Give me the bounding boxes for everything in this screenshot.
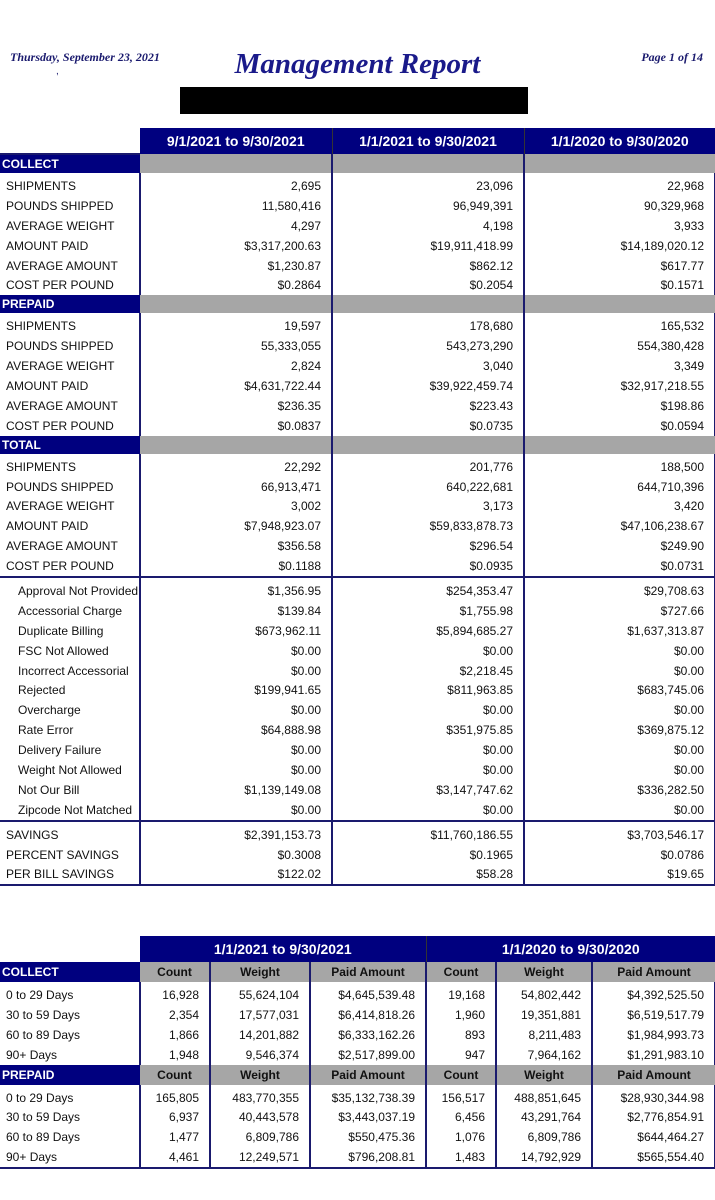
aging-value: $3,443,037.19 (310, 1107, 426, 1127)
section-header-row (0, 154, 715, 173)
aging-value: 7,964,162 (496, 1045, 592, 1065)
row-label: COST PER POUND (6, 559, 114, 574)
reason-row (0, 740, 715, 760)
table-row (0, 536, 715, 556)
period-header-3: 1/1/2020 to 9/30/2020 (524, 128, 715, 154)
summary-corner (0, 128, 140, 154)
reason-value: $0.00 (524, 700, 715, 720)
aging-value: $796,208.81 (310, 1147, 426, 1168)
table-row (0, 396, 715, 416)
reason-value: $0.00 (524, 760, 715, 780)
reason-value: $0.00 (332, 700, 524, 720)
reason-value: $727.66 (524, 601, 715, 621)
row-value: 644,710,396 (524, 477, 715, 497)
savings-label: PERCENT SAVINGS (6, 847, 119, 862)
row-value: $862.12 (332, 256, 524, 276)
row-value: 3,933 (524, 216, 715, 236)
reason-value: $351,975.85 (332, 720, 524, 740)
savings-label: SAVINGS (0, 821, 140, 845)
row-value: $19,911,418.99 (332, 236, 524, 256)
aging-row (0, 982, 715, 1005)
date-mark: , (56, 66, 59, 77)
aging-column-header: Weight (210, 1065, 310, 1085)
savings-value: $58.28 (332, 865, 524, 886)
page-number: Page 1 of 14 (641, 50, 703, 64)
table-row (0, 313, 715, 336)
aging-row-label: 0 to 29 Days (6, 1090, 74, 1105)
aging-value: 6,937 (140, 1107, 210, 1127)
reason-value: $1,139,149.08 (140, 780, 332, 800)
aging-value: $28,930,344.98 (592, 1085, 715, 1108)
row-value: 11,580,416 (140, 196, 332, 216)
aging-value: 483,770,355 (210, 1085, 310, 1108)
aging-value: 54,802,442 (496, 982, 592, 1005)
aging-value: 6,809,786 (210, 1127, 310, 1147)
section-bar (524, 436, 715, 454)
reason-value: $5,894,685.27 (332, 621, 524, 641)
row-label: COST PER POUND (6, 278, 114, 293)
row-value: 23,096 (332, 173, 524, 196)
aging-value: 947 (426, 1045, 496, 1065)
aging-value: 1,960 (426, 1005, 496, 1025)
aging-value: 1,483 (426, 1147, 496, 1168)
savings-value: $11,760,186.55 (332, 821, 524, 845)
aging-value: 1,076 (426, 1127, 496, 1147)
aging-value: 2,354 (140, 1005, 210, 1025)
row-value: $0.1188 (140, 556, 332, 577)
aging-value: $35,132,738.39 (310, 1085, 426, 1108)
aging-value: 40,443,578 (210, 1107, 310, 1127)
row-value: $0.2864 (140, 275, 332, 295)
aging-value: 893 (426, 1025, 496, 1045)
aging-value: 6,456 (426, 1107, 496, 1127)
reason-value: $369,875.12 (524, 720, 715, 740)
row-value: $249.90 (524, 536, 715, 556)
aging-row-label: 60 to 89 Days (6, 1027, 81, 1042)
aging-value: $6,333,162.26 (310, 1025, 426, 1045)
savings-row (0, 821, 715, 845)
aging-value: 6,809,786 (496, 1127, 592, 1147)
savings-value: $0.0786 (524, 845, 715, 865)
reason-row (0, 577, 715, 601)
row-label: COST PER POUND (6, 418, 114, 433)
period-header-2: 1/1/2021 to 9/30/2021 (332, 128, 524, 154)
section-label: TOTAL (0, 436, 140, 454)
aging-value: 17,577,031 (210, 1005, 310, 1025)
row-value: 4,297 (140, 216, 332, 236)
row-value: 19,597 (140, 313, 332, 336)
aging-section-header-row (0, 1065, 715, 1085)
table-row (0, 477, 715, 497)
aging-row (0, 1127, 715, 1147)
reason-value: $0.00 (140, 700, 332, 720)
row-value: $0.0731 (524, 556, 715, 577)
row-value: 3,040 (332, 356, 524, 376)
row-value: 201,776 (332, 454, 524, 477)
aging-value: $4,392,525.50 (592, 982, 715, 1005)
table-row (0, 356, 715, 376)
reason-value: $0.00 (524, 740, 715, 760)
aging-value: 1,866 (140, 1025, 210, 1045)
reason-value: $139.84 (140, 601, 332, 621)
reason-value: $64,888.98 (140, 720, 332, 740)
summary-table (0, 128, 715, 886)
section-bar (524, 295, 715, 313)
aging-value: $2,776,854.91 (592, 1107, 715, 1127)
row-label: POUNDS SHIPPED (6, 479, 114, 494)
reason-value: $0.00 (140, 800, 332, 821)
row-label: SHIPMENTS (6, 319, 77, 334)
savings-value: $0.1965 (332, 845, 524, 865)
aging-column-header: Count (140, 962, 210, 982)
savings-value: $122.02 (140, 865, 332, 886)
section-label: COLLECT (0, 154, 140, 173)
reason-label: Rejected (18, 683, 66, 698)
reason-label: Incorrect Accessorial (18, 663, 129, 678)
table-row (0, 256, 715, 276)
row-label: POUNDS SHIPPED (6, 198, 114, 213)
reason-value: $2,218.45 (332, 661, 524, 681)
reason-label: Overcharge (18, 703, 81, 718)
table-row (0, 376, 715, 396)
aging-column-header: Paid Amount (310, 1065, 426, 1085)
reason-value: $1,637,313.87 (524, 621, 715, 641)
row-value: 22,292 (140, 454, 332, 477)
reason-row (0, 780, 715, 800)
section-bar (140, 154, 332, 173)
reason-value: $0.00 (140, 740, 332, 760)
reason-value: $336,282.50 (524, 780, 715, 800)
aging-row (0, 1045, 715, 1065)
period-header-1: 9/1/2021 to 9/30/2021 (140, 128, 332, 154)
row-value: $296.54 (332, 536, 524, 556)
row-value: 543,273,290 (332, 336, 524, 356)
reason-value: $811,963.85 (332, 680, 524, 700)
row-value: $0.1571 (524, 275, 715, 295)
aging-value: 9,546,374 (210, 1045, 310, 1065)
row-value: $0.2054 (332, 275, 524, 295)
row-value: 4,198 (332, 216, 524, 236)
savings-value: $0.3008 (140, 845, 332, 865)
row-label: SHIPMENTS (6, 459, 77, 474)
section-bar (524, 154, 715, 173)
reason-label: Accessorial Charge (18, 603, 123, 618)
aging-column-header: Paid Amount (310, 962, 426, 982)
table-row (0, 416, 715, 436)
row-value: 22,968 (524, 173, 715, 196)
row-value: $356.58 (140, 536, 332, 556)
aging-row (0, 1085, 715, 1108)
report-title: Management Report (234, 48, 481, 80)
row-value: 178,680 (332, 313, 524, 336)
aging-value: 488,851,645 (496, 1085, 592, 1108)
row-value: $7,948,923.07 (140, 516, 332, 536)
savings-value: $3,703,546.17 (524, 821, 715, 845)
row-value: $39,922,459.74 (332, 376, 524, 396)
reason-value: $3,147,747.62 (332, 780, 524, 800)
row-value: $3,317,200.63 (140, 236, 332, 256)
aging-section-label: COLLECT (0, 962, 140, 982)
savings-value: $19.65 (524, 865, 715, 886)
reason-row (0, 800, 715, 821)
row-label: AVERAGE WEIGHT (6, 218, 115, 233)
reason-row (0, 621, 715, 641)
aging-column-header: Count (426, 962, 496, 982)
aging-table (0, 936, 715, 1169)
reason-row (0, 680, 715, 700)
aging-column-header: Weight (210, 962, 310, 982)
row-value: 3,002 (140, 496, 332, 516)
row-value: 55,333,055 (140, 336, 332, 356)
redacted-block (180, 87, 528, 114)
row-value: 90,329,968 (524, 196, 715, 216)
aging-row-label: 30 to 59 Days (6, 1110, 81, 1125)
table-row (0, 216, 715, 236)
row-value: 2,695 (140, 173, 332, 196)
reason-value: $199,941.65 (140, 680, 332, 700)
row-value: $223.43 (332, 396, 524, 416)
aging-column-header: Paid Amount (592, 962, 715, 982)
section-bar (332, 295, 524, 313)
aging-value: $1,291,983.10 (592, 1045, 715, 1065)
reason-value: $0.00 (332, 760, 524, 780)
aging-row (0, 1107, 715, 1127)
aging-row-label: 30 to 59 Days (6, 1007, 81, 1022)
reason-value: $0.00 (332, 641, 524, 661)
row-value: 554,380,428 (524, 336, 715, 356)
reason-value: $0.00 (524, 641, 715, 661)
table-row (0, 196, 715, 216)
reason-value: $0.00 (524, 661, 715, 681)
aging-row-label: 90+ Days (0, 1147, 140, 1168)
aging-value: 165,805 (140, 1085, 210, 1108)
aging-row-label: 90+ Days (6, 1047, 58, 1062)
row-value: $0.0735 (332, 416, 524, 436)
aging-column-header: Weight (496, 962, 592, 982)
aging-column-header: Paid Amount (592, 1065, 715, 1085)
reason-row (0, 601, 715, 621)
row-label: AMOUNT PAID (6, 519, 89, 534)
row-label: AVERAGE AMOUNT (6, 258, 118, 273)
row-label: AVERAGE WEIGHT (6, 499, 115, 514)
savings-row (0, 845, 715, 865)
reason-value: $683,745.06 (524, 680, 715, 700)
aging-value: 19,351,881 (496, 1005, 592, 1025)
aging-row (0, 1005, 715, 1025)
aging-value: 16,928 (140, 982, 210, 1005)
aging-column-header: Count (426, 1065, 496, 1085)
aging-value: 12,249,571 (210, 1147, 310, 1168)
table-row (0, 516, 715, 536)
reason-label: Delivery Failure (18, 743, 102, 758)
aging-section-label: PREPAID (0, 1065, 140, 1085)
reason-value: $1,356.95 (140, 577, 332, 601)
aging-value: 156,517 (426, 1085, 496, 1108)
reason-row (0, 661, 715, 681)
aging-column-header: Count (140, 1065, 210, 1085)
table-row (0, 275, 715, 295)
aging-value: $6,519,517.79 (592, 1005, 715, 1025)
reason-value: $29,708.63 (524, 577, 715, 601)
aging-value: $2,517,899.00 (310, 1045, 426, 1065)
reason-label: Zipcode Not Matched (18, 802, 133, 817)
row-value: $0.0837 (140, 416, 332, 436)
reason-value: $0.00 (140, 641, 332, 661)
table-row (0, 336, 715, 356)
row-label: SHIPMENTS (6, 178, 77, 193)
aging-row (0, 1147, 715, 1168)
row-label: AMOUNT PAID (6, 378, 89, 393)
aging-corner (0, 936, 140, 962)
row-value: $47,106,238.67 (524, 516, 715, 536)
row-value: 3,173 (332, 496, 524, 516)
aging-column-header: Weight (496, 1065, 592, 1085)
section-header-row (0, 295, 715, 313)
aging-value: 14,201,882 (210, 1025, 310, 1045)
row-value: $1,230.87 (140, 256, 332, 276)
aging-value: $644,464.27 (592, 1127, 715, 1147)
table-row (0, 454, 715, 477)
savings-value: $2,391,153.73 (140, 821, 332, 845)
row-value: 96,949,391 (332, 196, 524, 216)
reason-value: $0.00 (140, 661, 332, 681)
table-row (0, 173, 715, 196)
row-value: 3,420 (524, 496, 715, 516)
row-value: $4,631,722.44 (140, 376, 332, 396)
savings-label: PER BILL SAVINGS (0, 865, 140, 886)
aging-value: 14,792,929 (496, 1147, 592, 1168)
row-label: AVERAGE WEIGHT (6, 359, 115, 374)
section-label: PREPAID (0, 295, 140, 313)
reason-value: $0.00 (332, 800, 524, 821)
section-bar (140, 295, 332, 313)
reason-value: $0.00 (332, 740, 524, 760)
table-row (0, 236, 715, 256)
row-value: $59,833,878.73 (332, 516, 524, 536)
section-header-row (0, 436, 715, 454)
reason-row (0, 700, 715, 720)
aging-value: $6,414,818.26 (310, 1005, 426, 1025)
aging-row (0, 1025, 715, 1045)
reason-row (0, 720, 715, 740)
row-value: 640,222,681 (332, 477, 524, 497)
section-bar (332, 154, 524, 173)
aging-value: $1,984,993.73 (592, 1025, 715, 1045)
aging-row-label: 60 to 89 Days (6, 1130, 81, 1145)
row-value: $198.86 (524, 396, 715, 416)
aging-period-header-1: 1/1/2021 to 9/30/2021 (140, 936, 426, 962)
row-value: $32,917,218.55 (524, 376, 715, 396)
reason-value: $0.00 (524, 800, 715, 821)
reason-value: $0.00 (140, 760, 332, 780)
aging-value: 1,948 (140, 1045, 210, 1065)
row-label: AVERAGE AMOUNT (6, 398, 118, 413)
aging-section-header-row (0, 962, 715, 982)
section-bar (140, 436, 332, 454)
aging-period-header-2: 1/1/2020 to 9/30/2020 (426, 936, 715, 962)
aging-value: $565,554.40 (592, 1147, 715, 1168)
row-value: 188,500 (524, 454, 715, 477)
aging-value: 43,291,764 (496, 1107, 592, 1127)
aging-value: 55,624,104 (210, 982, 310, 1005)
row-value: $617.77 (524, 256, 715, 276)
row-value: $14,189,020.12 (524, 236, 715, 256)
table-row (0, 556, 715, 577)
table-row (0, 496, 715, 516)
reason-value: $254,353.47 (332, 577, 524, 601)
reason-label: Not Our Bill (18, 782, 80, 797)
reason-label: Approval Not Provided (0, 577, 140, 601)
row-label: AMOUNT PAID (6, 238, 89, 253)
row-value: $236.35 (140, 396, 332, 416)
report-date: Thursday, September 23, 2021 (10, 50, 160, 64)
reason-label: FSC Not Allowed (18, 643, 109, 658)
row-label: AVERAGE AMOUNT (6, 539, 118, 554)
reason-label: Duplicate Billing (18, 623, 104, 638)
aging-value: 19,168 (426, 982, 496, 1005)
savings-row (0, 865, 715, 886)
row-value: 2,824 (140, 356, 332, 376)
row-value: 3,349 (524, 356, 715, 376)
aging-value: $4,645,539.48 (310, 982, 426, 1005)
row-value: 66,913,471 (140, 477, 332, 497)
row-label: POUNDS SHIPPED (6, 339, 114, 354)
aging-value: $550,475.36 (310, 1127, 426, 1147)
section-bar (332, 436, 524, 454)
aging-value: 4,461 (140, 1147, 210, 1168)
row-value: 165,532 (524, 313, 715, 336)
row-value: $0.0935 (332, 556, 524, 577)
aging-value: 1,477 (140, 1127, 210, 1147)
reason-row (0, 760, 715, 780)
aging-value: 8,211,483 (496, 1025, 592, 1045)
reason-label: Weight Not Allowed (18, 762, 122, 777)
reason-value: $673,962.11 (140, 621, 332, 641)
reason-label: Rate Error (18, 723, 74, 738)
aging-row-label: 0 to 29 Days (6, 987, 74, 1002)
reason-value: $1,755.98 (332, 601, 524, 621)
row-value: $0.0594 (524, 416, 715, 436)
reason-row (0, 641, 715, 661)
